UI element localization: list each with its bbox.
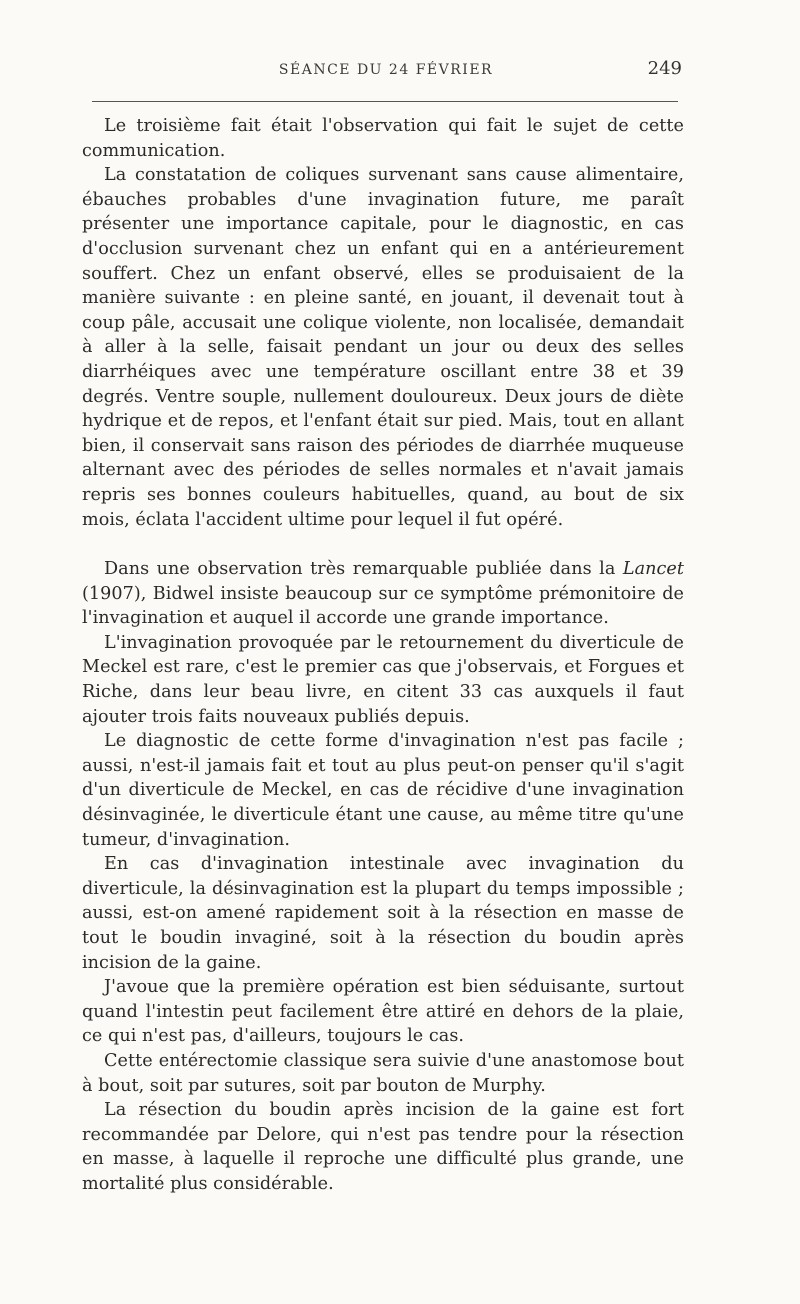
- paragraph: La constatation de coliques survenant sans cause alimentaire, ébauches probables d'une invagination future, me paraît présenter une importance capitale, pour le diagnostic, en cas d'occlusion survenant chez un enfant qui en a antérieurement souffert. Chez un enfant observé, elles se produisaient de la manière suivante : en pleine santé, en jouant, il devenait tout à coup pâle, accusait une colique violente, non localisée, demandait à aller à la selle, faisait pendant un jour ou deux des selles diarrhéiques avec une température oscillant entre 38 et 39 degrés. Ventre souple, nullement douloureux. Deux jours de diète hydrique et de repos, et l'enfant était sur pied. Mais, tout en allant bien, il conservait sans raison des périodes de diarrhée muqueuse alternant avec des périodes de selles normales et n'avait jamais repris ses bonnes couleurs habituelles, quand, au bout de six mois, éclata l'accident ultime pour lequel il fut opéré.: [82, 165, 684, 530]
- journal-title: Lancet: [622, 559, 684, 580]
- paragraph-lancet: [82, 557, 684, 631]
- paragraph: L'invagination provoquée par le retournement du diverticule de Meckel est rare, c'est le premier cas que j'observais, et Forgues et Riche, dans leur beau livre, en citent 33 cas auxquels il faut ajouter trois faits nouveaux publiés depuis.: [82, 632, 684, 727]
- paragraph: Le diagnostic de cette forme d'invagination n'est pas facile ; aussi, n'est-il jamais fait et tout au plus peut-on penser qu'il s'agit d'un diverticule de Meckel, en cas de récidive d'une invagination désinvaginée, le diverticule étant une cause, au même titre qu'une tumeur, d'invagination.: [82, 731, 684, 850]
- section-gap: [82, 532, 684, 557]
- page-number: 249: [647, 58, 682, 79]
- running-title: SÉANCE DU 24 FÉVRIER: [278, 62, 494, 78]
- body-text: [82, 114, 684, 1197]
- paragraph: En cas d'invagination intestinale avec invagination du diverticule, la désinvagination est la plupart du temps impossible ; aussi, est-on amené rapidement soit à la résection en masse de tout le boudin invaginé, soit à la résection du boudin après incision de la gaine.: [82, 854, 684, 973]
- paragraph: La résection du boudin après incision de la gaine est fort recommandée par Delore, qui n'est pas tendre pour la résection en masse, à laquelle il reproche une difficulté plus grande, une mortalité plus considérable.: [82, 1100, 684, 1194]
- paragraph: Cette entérectomie classique sera suivie d'une anastomose bout à bout, soit par sutures, soit par bouton de Murphy.: [82, 1050, 684, 1096]
- paragraph: Le troisième fait était l'observation qui fait le sujet de cette communication.: [82, 116, 684, 161]
- paragraph: J'avoue que la première opération est bien séduisante, surtout quand l'intestin peut facilement être attiré en dehors de la plaie, ce qui n'est pas, d'ailleurs, toujours le cas.: [82, 977, 684, 1047]
- text-span: (1907), Bidwel insiste beaucoup sur ce symptôme prémonitoire de l'invagination et auquel il accorde une grande importance.: [82, 583, 684, 629]
- page-header: [88, 58, 684, 84]
- header-rule: [92, 101, 678, 102]
- text-span: Dans une observation très remarquable publiée dans la: [104, 559, 623, 580]
